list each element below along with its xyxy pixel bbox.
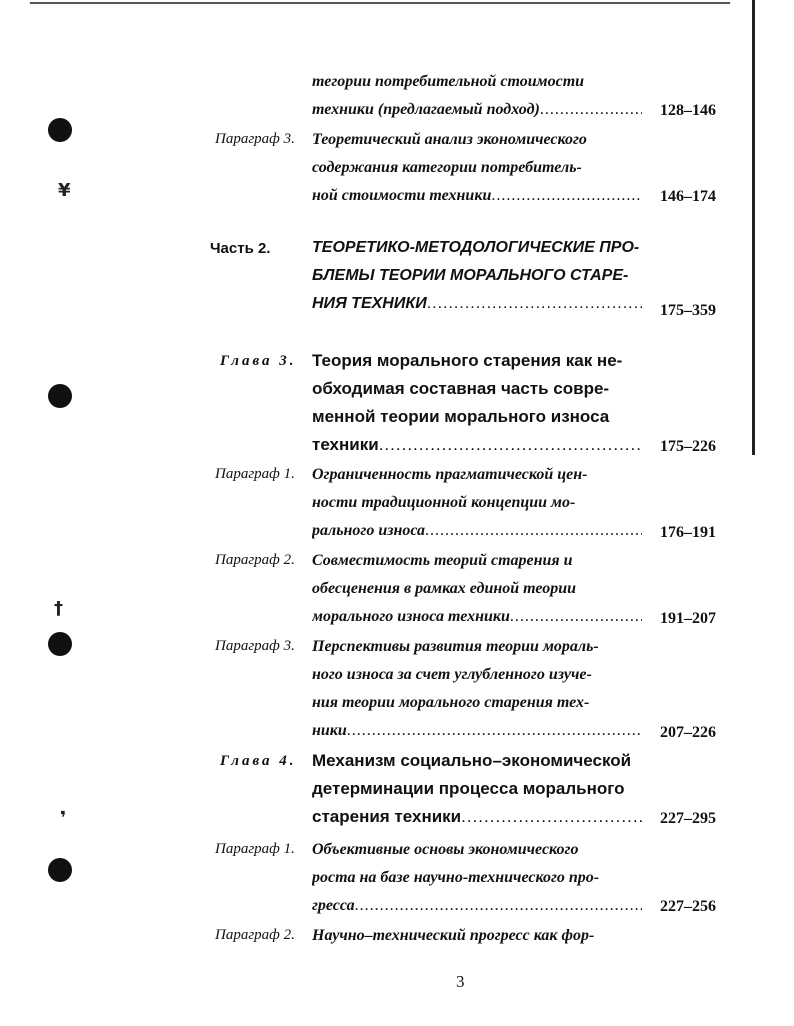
toc-page-range: 227–295: [660, 810, 716, 827]
punch-hole-icon: [48, 384, 72, 408]
toc-entry-line: ния теории морального старения тех-: [312, 694, 590, 711]
toc-label: Параграф 3.: [215, 638, 295, 654]
toc-page-range: 175–359: [660, 302, 716, 319]
toc-entry: [312, 68, 642, 124]
toc-page-range: 128–146: [660, 102, 716, 119]
toc-page-range: 146–174: [660, 188, 716, 205]
scan-speck-icon: †: [54, 598, 63, 619]
scan-top-line: [30, 2, 730, 4]
toc-page-range: 176–191: [660, 524, 716, 541]
toc-entry-line: Объективные основы экономического: [312, 841, 579, 858]
scan-speck-icon: ¥: [58, 180, 71, 201]
toc-label: Параграф 2.: [215, 552, 295, 568]
toc-entry-line: БЛЕМЫ ТЕОРИИ МОРАЛЬНОГО СТАРЕ-: [312, 267, 629, 284]
toc-label: Глава 3.: [220, 353, 297, 369]
toc-label: Параграф 1.: [215, 841, 295, 857]
toc-entry-line: Механизм социально–экономической: [312, 751, 632, 770]
toc-entry-line: ники .....: [312, 717, 642, 745]
toc-entry-line: ной стоимости техники .....: [312, 182, 642, 210]
punch-hole-icon: [48, 632, 72, 656]
toc-entry: [312, 836, 642, 920]
toc-entry: [312, 547, 642, 631]
toc-label: Параграф 3.: [215, 131, 295, 147]
toc-label: Часть 2.: [210, 240, 271, 257]
toc-entry: [312, 234, 642, 318]
toc-entry-line: Научно–технический прогресс как фор-: [312, 927, 595, 944]
scan-binding-edge: [752, 0, 755, 455]
toc-page-range: 175–226: [660, 438, 716, 455]
toc-entry-line: Перспективы развития теории мораль-: [312, 638, 599, 655]
toc-page-range: 191–207: [660, 610, 716, 627]
toc-page-range: 207–226: [660, 724, 716, 741]
toc-entry-line: Теоретический анализ экономического: [312, 131, 587, 148]
toc-label: Глава 4.: [220, 753, 297, 769]
punch-hole-icon: [48, 858, 72, 882]
toc-entry: [312, 633, 642, 745]
toc-entry-line: старения техники .....: [312, 803, 642, 831]
toc-entry-line: морального износа техники .....: [312, 603, 642, 631]
toc-entry-line: Ограниченность прагматической цен-: [312, 466, 588, 483]
toc-entry-line: ного износа за счет углубленного изуче-: [312, 666, 592, 683]
toc-entry-line: Совместимость теорий старения и: [312, 552, 573, 569]
toc-entry: [312, 126, 642, 210]
toc-label: Параграф 2.: [215, 927, 295, 943]
toc-entry-line: гресса .....: [312, 892, 642, 920]
toc-entry-line: рального износа .....: [312, 517, 642, 545]
toc-label: Параграф 1.: [215, 466, 295, 482]
toc-entry-line: обходимая составная часть совре-: [312, 379, 610, 398]
toc-entry-line: менной теории морального износа: [312, 407, 610, 426]
toc-entry-line: техники (предлагаемый подход) .....: [312, 96, 642, 124]
toc-entry-line: НИЯ ТЕХНИКИ .....: [312, 290, 642, 318]
punch-hole-icon: [48, 118, 72, 142]
toc-entry-line: тегории потребительной стоимости: [312, 73, 585, 90]
toc-entry-line: роста на базе научно-технического про-: [312, 869, 600, 886]
scan-speck-icon: ❜: [60, 808, 67, 829]
toc-entry-line: ности традиционной концепции мо-: [312, 494, 576, 511]
toc-entry: [312, 922, 642, 950]
toc-entry-line: ТЕОРЕТИКО-МЕТОДОЛОГИЧЕСКИЕ ПРО-: [312, 239, 640, 256]
toc-entry-line: Теория морального старения как не-: [312, 351, 623, 370]
page-number: 3: [456, 972, 465, 991]
toc-entry-line: обесценения в рамках единой теории: [312, 580, 577, 597]
toc-entry: [312, 461, 642, 545]
toc-page-range: 227–256: [660, 898, 716, 915]
toc-entry-line: детерминации процесса морального: [312, 779, 625, 798]
toc-entry: [312, 747, 642, 831]
toc-entry-line: содержания категории потребитель-: [312, 159, 582, 176]
toc-entry: [312, 347, 642, 459]
toc-entry-line: техники .....: [312, 431, 642, 459]
